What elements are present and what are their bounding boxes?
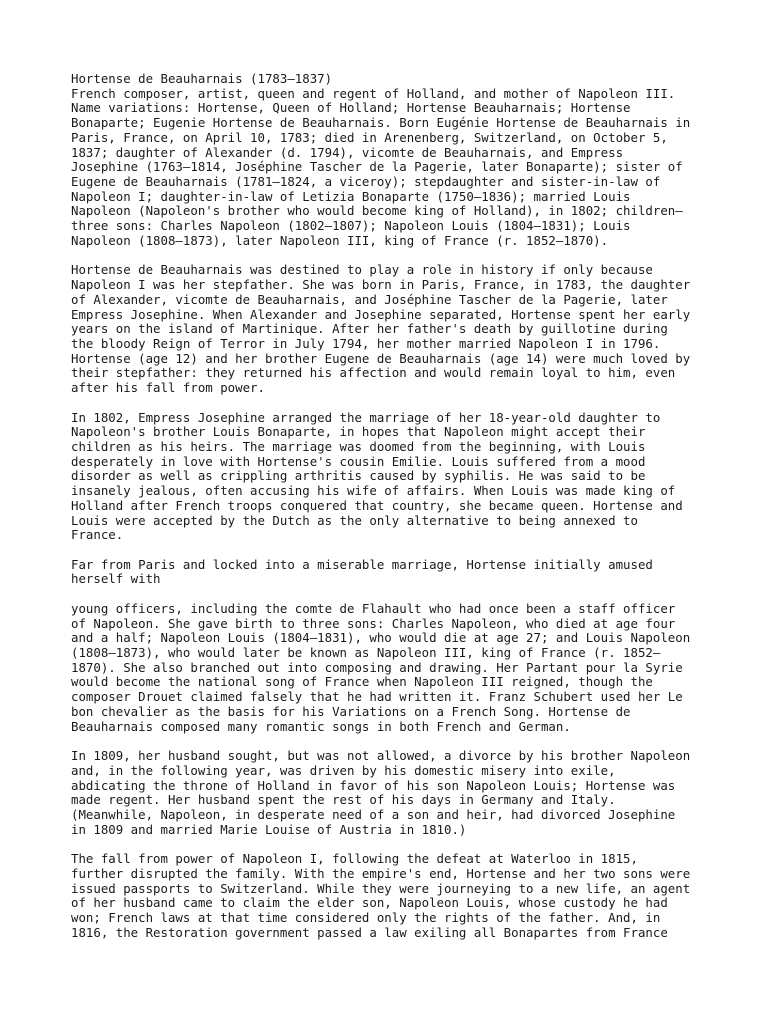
paragraph-page-break-continuation: young officers, including the comte de Flahault who had once been a staff officer of Napoleon. She gave birth to three sons: Charles Napoleon, who died at age four and a half; Napoleon Louis (1804–1831), who would die at age 27; and Louis Napoleon (1808–1873), who would later be known as Napoleon III, king of France (r. 1852– 1870). She also branched out into composing and drawing. Her Partant pour la Syrie would become the national song of France when Napoleon III reigned, though the composer Drouet claimed falsely that he had written it. Franz Schubert used her Le bon chevalier as the basis for his Variations on a French Song. Hortense de Beauharnais composed many romantic songs in both French and German. bbox=[71, 600, 691, 734]
paragraph-gap bbox=[71, 543, 711, 558]
paragraph-gap bbox=[71, 734, 711, 749]
paragraph-early-life: Hortense de Beauharnais was destined to play a role in history if only because Napoleon I was her stepfather. She was born in Paris, France, in 1783, the daughter of Alexander, vicomte de Beauharnais, and Joséphine Tascher de la Pagerie, later Empress Josephine. When Alexander and Josephine separated, Hortense spent her early years on the island of Martinique. After her father's death by guillotine during the bloody Reign of Terror in July 1794, her mother married Napoleon I in 1796. Hortense (age 12) and her brother Eugene de Beauharnais (age 14) were much loved by their stepfather: they returned his affection and would remain loyal to him, even after his fall from power. bbox=[71, 262, 691, 396]
paragraph-divorce-regency: In 1809, her husband sought, but was not allowed, a divorce by his brother Napoleon and, in the following year, was driven by his domestic misery into exile, abdicating the throne of Holland in favor of his son Napoleon Louis; Hortense was made regent. Her husband spent the rest of his days in Germany and Italy. (Meanwhile, Napoleon, in desperate need of a son and heir, had divorced Josephine in 1809 and married Marie Louise of Austria in 1810.) bbox=[71, 748, 691, 837]
paragraph-exile: The fall from power of Napoleon I, following the defeat at Waterloo in 1815, further disrupted the family. With the empire's end, Hortense and her two sons were issued passports to Switzerland. While they were journeying to a new life, an agent of her husband came to claim the elder son, Napoleon Louis, whose custody he had won; French laws at that time considered only the rights of the father. And, in 1816, the Restoration government passed a law exiling all Bonapartes from France bbox=[71, 851, 691, 940]
paragraph-gap bbox=[71, 396, 711, 411]
paragraph-gap bbox=[71, 587, 711, 602]
paragraph-page-break-start: Far from Paris and locked into a miserable marriage, Hortense initially amused herself with bbox=[71, 556, 653, 587]
paragraph-gap bbox=[71, 837, 711, 852]
paragraph-biography-summary: French composer, artist, queen and regent of Holland, and mother of Napoleon III. Name variations: Hortense, Queen of Holland; Hortense Beauharnais; Hortense Bonaparte; Eugenie Hortense de Beauharnais. Born Eugénie Hortense de Beauharnais in Paris, France, on April 10, 1783; died in Arenenberg, Switzerland, on October 5, 1837; daughter of Alexander (d. 1794), vicomte de Beauharnais, and Empress Josephine (1763–1814, Joséphine Tascher de la Pagerie, later Bonaparte); sister of Eugene de Beauharnais (1781–1824, a viceroy); stepdaughter and sister-in-law of Napoleon I; daughter-in-law of Letizia Bonaparte (1750–1836); married Louis Napoleon (Napoleon's brother who would become king of Holland), in 1802; children— three sons: Charles Napoleon (1802–1807); Napoleon Louis (1804–1831); Louis Napoleon (1808–1873), later Napoleon III, king of France (r. 1852–1870). bbox=[71, 85, 691, 248]
document-body bbox=[71, 72, 711, 940]
document-title: Hortense de Beauharnais (1783–1837) bbox=[71, 71, 333, 86]
paragraph-marriage: In 1802, Empress Josephine arranged the marriage of her 18-year-old daughter to Napoleon's brother Louis Bonaparte, in hopes that Napoleon might accept their children as his heirs. The marriage was doomed from the beginning, with Louis desperately in love with Hortense's cousin Emilie. Louis suffered from a mood disorder as well as crippling arthritis caused by syphilis. He was said to be insanely jealous, often accusing his wife of affairs. When Louis was made king of Holland after French troops conquered that country, she became queen. Hortense and Louis were accepted by the Dutch as the only alternative to being annexed to France. bbox=[71, 409, 683, 543]
paragraph-gap bbox=[71, 249, 711, 264]
